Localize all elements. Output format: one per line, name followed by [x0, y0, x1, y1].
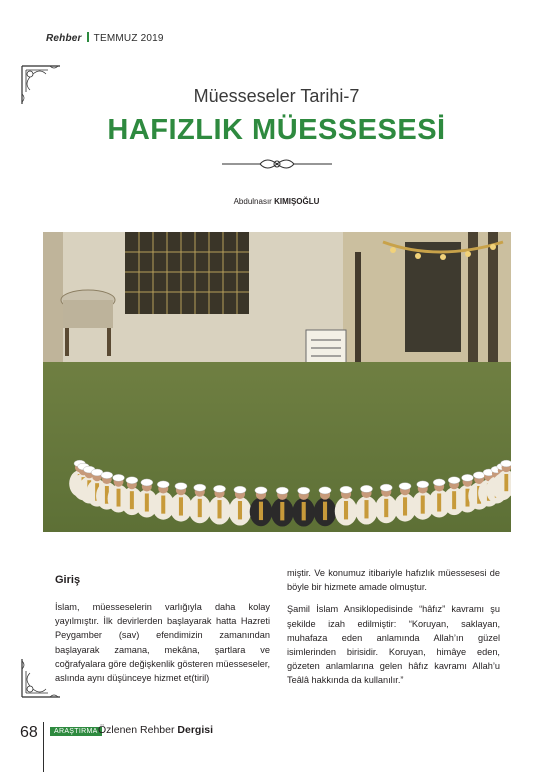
series-title: Müesseseler Tarihi-7: [193, 86, 360, 106]
paragraph: İslam, müesseselerin varlığıyla daha kolay yayılmıştır. İlk devirlerden başlayarak hatta Hazreti Peygamber (sav) efendimizin zamanından başlayarak zamana, mekâna, şartlara ve coğrafyalara göre değişkenlik gösteren müesseseler, aslında aynı düşünceye hizmet et(tiril): [55, 602, 270, 684]
header-separator: [87, 32, 89, 42]
author-last-name: KIMIŞOĞLU: [274, 197, 320, 206]
section-tag: ARAŞTIRMA: [50, 727, 102, 736]
section-heading: Giriş: [55, 574, 81, 586]
article-title: HAFIZLIK MÜESSESESİ: [107, 114, 446, 146]
magazine-brand: Rehber: [46, 33, 82, 44]
paragraph: Şamil İslam Ansiklopedisinde “hâfız” kavramı şu şekilde izah edilmiştir: “Koruyan, saklayan, muhafaza eden anlamında Allah’ın güzel isimlerinden birisidir. Koruyan, himâye eden, gözeten anlamlarına gelen hâfız kavramı Allah’u Teâlâ hakkında da kullanılır.”: [287, 604, 500, 686]
journal-name-bold: Dergisi: [177, 724, 213, 736]
journal-name-plain: Özlenen Rehber: [98, 724, 175, 736]
paragraph: miştir. Ve konumuz itibariyle hafızlık müessesesi de böyle bir hizmete amade olmuştur.: [287, 568, 500, 593]
footer-rule: [43, 722, 44, 772]
author-byline: [0, 197, 553, 206]
article-photo: [43, 232, 511, 532]
running-header: [46, 32, 164, 44]
author-first-name: Abdulnasır: [233, 197, 272, 206]
journal-name: [98, 724, 213, 736]
issue-date: TEMMUZ 2019: [93, 33, 164, 44]
body-column-right: [287, 566, 500, 696]
page-number: 68: [20, 724, 38, 741]
body-column-left: [55, 600, 270, 693]
ornament-divider-icon: [222, 153, 332, 175]
ornament-corner-icon: [18, 655, 64, 701]
